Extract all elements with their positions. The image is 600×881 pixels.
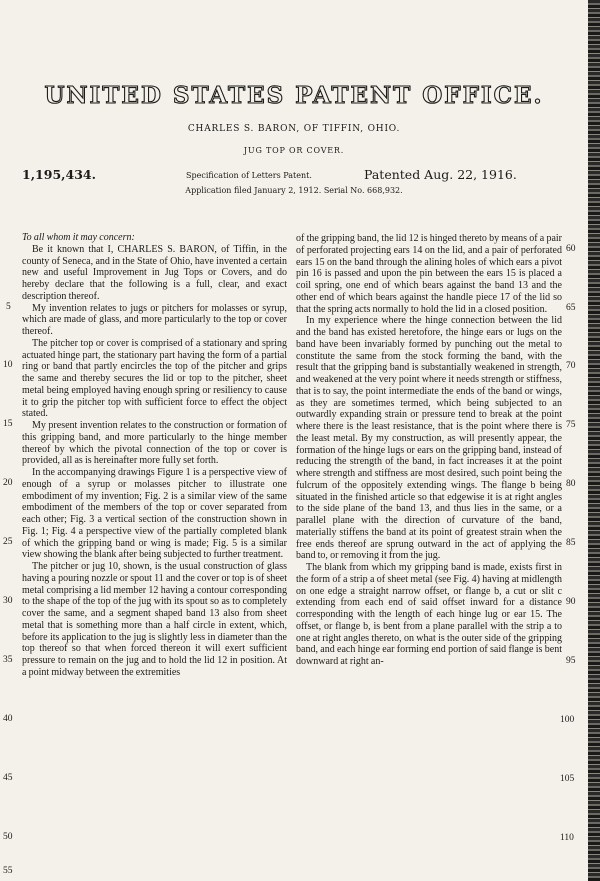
salutation: To all whom it may concern:	[22, 232, 135, 243]
line-number: 15	[3, 419, 13, 429]
patent-number: 1,195,434.	[22, 167, 96, 182]
line-number: 40	[3, 714, 13, 724]
specification-label: Specification of Letters Patent.	[186, 171, 312, 180]
line-number: 25	[3, 537, 13, 547]
line-number: 10	[3, 360, 13, 370]
paragraph: of the gripping band, the lid 12 is hinged thereto by means of a pair of perforated projecting ears 14 on the lid, and a pair of perforated ears 15 on the band through the alining holes of which ears a pivot pin 16 is passed and upon the pin between the ears 15 is placed a coil spring, one end of which bears against the band 13 and the other end of which bears against the handle piece 17 of the lid so that the spring acts normally to hold the lid in a closed position.	[296, 233, 562, 315]
line-number: 105	[560, 774, 575, 784]
paragraph: My present invention relates to the construction or formation of this gripping band, and more particularly to the hinge member thereof by which the pivotal connection of the top or cover is provided, all as is hereinafter more fully set forth.	[22, 420, 287, 467]
line-number: 70	[566, 361, 576, 371]
line-number: 65	[566, 303, 576, 313]
line-number: 100	[560, 715, 575, 725]
line-number: 90	[566, 597, 576, 607]
office-title: UNITED STATES PATENT OFFICE.	[44, 82, 544, 109]
line-number: 35	[3, 655, 13, 665]
invention-subject: JUG TOP OR COVER.	[243, 146, 345, 155]
line-number: 60	[566, 244, 576, 254]
line-number: 30	[3, 596, 13, 606]
inventor-line: CHARLES S. BARON, OF TIFFIN, OHIO.	[187, 124, 401, 134]
paragraph: The pitcher or jug 10, shown, is the usual construction of glass having a pouring nozzle or spout 11 and the cover or top is of sheet metal comprising a lid member 12 having a contour corresponding to the shape of the top of the jug with its spout so as to completely cover the same, and a segment shaped band 13 also from sheet metal that is something more than a half circle in extent, which, before its application to the jug is slightly less in diameter than the top thereof so that when forced thereon it will exert sufficient pressure to remain on the jug and to hold the lid 12 in position. At a point midway between the extremities	[22, 561, 287, 678]
paragraph: My invention relates to jugs or pitchers for molasses or syrup, which are made of glass, and more particularly to the top or cover thereof.	[22, 302, 287, 337]
paragraph: In the accompanying drawings Figure 1 is a perspective view of enough of a syrup or molasses pitcher to illustrate one embodiment of my invention; Fig. 2 is a similar view of the same embodiment of the members of the top or cover separated from each other; Fig. 3 a vertical section of the construction shown in Fig. 1; Fig. 4 a perspective view of the partially completed blank of which the gripping band or wing is made; Fig. 5 is a similar view showing the blank after being subjected to further treatment.	[22, 467, 287, 561]
line-number: 5	[6, 302, 11, 312]
paragraph: In my experience where the hinge connection between the lid and the band has existed heretofore, the hinge ears or lugs on the band have been invariably formed by punching out the metal to constitute the same from the stock forming the band, with the result that the gripping band is substantially weakened in strength, and weakened at the very point where it needs strength or stiffness, that is to say, the point intermediate the ends of the band or wings, as they are sometimes termed, which being subjected to an outwardly expanding strain or pressure tend to break at the point where there is the least resistance, that is the point where there is the least metal. By my construction, as will presently appear, the formation of the hinge lugs or ears on the gripping band, instead of reducing the strength of the band, in fact increases it at the point where strength and stiffness are most desired, such point being the fulcrum of the oppositely extending wings. The flange b being situated in the finished article so that edgewise it is at right angles to the side plane of the band 13, and thus lies in the same, or a parallel plane with the direction of curvature of the band, materially stiffens the band at its point of greatest strain when the free ends thereof are sprung outward in the act of applying the band to, or removing it from the jug.	[296, 315, 562, 562]
application-filed-line: Application filed January 2, 1912. Serial No. 668,932.	[185, 186, 403, 195]
right-text-column	[296, 233, 562, 668]
line-number: 55	[3, 866, 13, 876]
line-number: 20	[3, 478, 13, 488]
line-number: 110	[560, 833, 574, 843]
line-number: 85	[566, 538, 576, 548]
line-number: 80	[566, 479, 576, 489]
patent-date: Patented Aug. 22, 1916.	[364, 167, 517, 182]
line-number: 50	[3, 832, 13, 842]
paragraph: The pitcher top or cover is comprised of a stationary and spring actuated hinge part, the stationary part having the form of a partial ring or band that partly encircles the top of the pitcher and grips the same and thereby secures the lid or top to the pitcher, sheet metal being employed having enough spring or resiliency to cause it to grip the pitcher top with sufficient force to effect the object stated.	[22, 337, 287, 420]
line-number: 95	[566, 656, 576, 666]
left-text-column	[22, 232, 287, 679]
paragraph: The blank from which my gripping band is made, exists first in the form of a strip a of sheet metal (see Fig. 4) having at midlength on one edge a straight narrow offset, or flange b, a cut or slit c extending from each end of said offset inward for a distance corresponding with the length of each hinge lug or ear 15. The offset, or flange b, is bent from a plane parallel with the strip a to one at right angles thereto, on what is the outer side of the gripping band, and each hinge ear forming end portion of said flange is bent downward at right an-	[296, 562, 562, 667]
scan-edge-strip	[588, 0, 600, 881]
line-number: 45	[3, 773, 13, 783]
paragraph: Be it known that I, CHARLES S. BARON, of Tiffin, in the county of Seneca, and in the State of Ohio, have invented a certain new and useful Improvement in Jug Tops or Covers, and do hereby declare that the following is a full, clear, and exact description thereof.	[22, 243, 287, 302]
line-number: 75	[566, 420, 576, 430]
